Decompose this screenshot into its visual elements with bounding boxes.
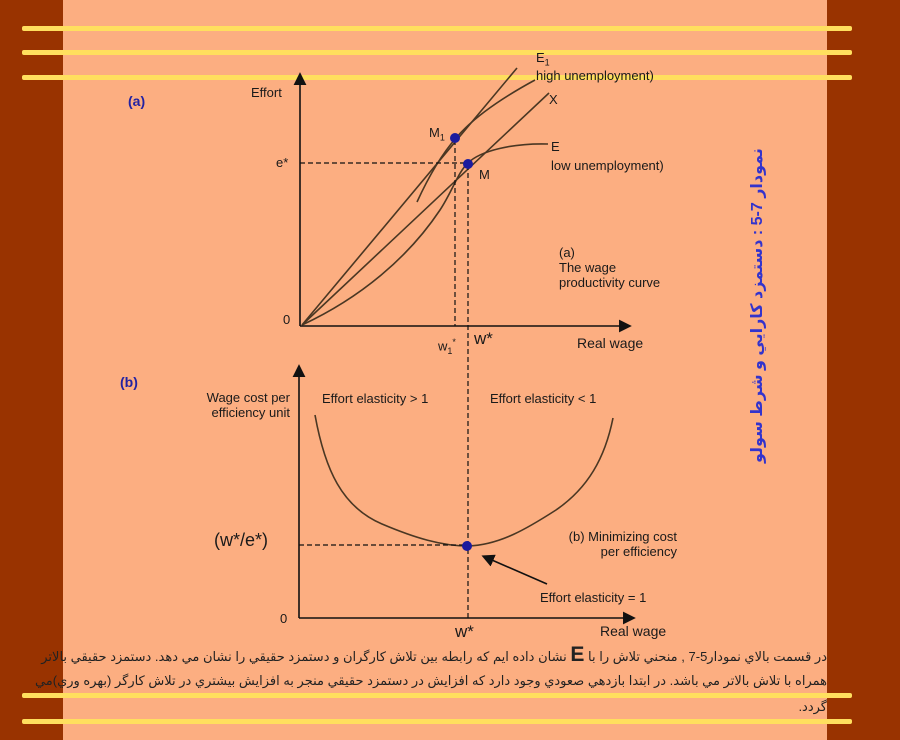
effort-curve-symbol: E bbox=[570, 643, 585, 666]
point-m1-label: $M_1$ bbox=[429, 125, 445, 143]
panel-b-origin: 0 bbox=[280, 611, 288, 626]
point-m-label: M bbox=[479, 167, 490, 182]
panel-a-tag: (a) bbox=[128, 93, 146, 109]
panel-b-caption: (b) Minimizing cost per efficiency bbox=[568, 529, 677, 559]
panel-a-x-axis-label: Real wage bbox=[577, 335, 644, 351]
curve-e-low-unemployment bbox=[302, 144, 548, 325]
point-minimum-cost bbox=[462, 541, 472, 551]
panel-a-caption: (a) The wage productivity curve bbox=[559, 245, 661, 290]
panel-a-w-star-tick-label: w* bbox=[474, 329, 493, 348]
figure-title-vertical: نمودار 7-5 : دستمزد كارايي و شرط سولو bbox=[749, 148, 766, 463]
w1-star-tick-label: $w_1^*$ bbox=[438, 337, 456, 356]
point-m bbox=[463, 159, 473, 169]
curve-e1-description: high unemployment) bbox=[536, 68, 654, 83]
curve-e1-label: $E_1$ bbox=[536, 50, 550, 68]
elasticity-eq-1-label: Effort elasticity = 1 bbox=[540, 590, 647, 605]
caption-paragraph-line-3: گردد. bbox=[798, 699, 827, 714]
panel-a-y-axis-label: Effort bbox=[251, 85, 282, 100]
caption-paragraph-line-2: همراه با تلاش بالاتر مي باشد. در ابتدا بازدهي صعودي وجود دارد كه افزايش در دستمزد حقيقي منجر به افزايش بيشتري در تلاش كارگر (بهره وري)مي bbox=[34, 673, 827, 688]
point-m1 bbox=[450, 133, 460, 143]
e-star-label: e* bbox=[276, 155, 289, 170]
panel-a-origin: 0 bbox=[283, 312, 291, 327]
ray-x-label: X bbox=[549, 92, 558, 107]
panel-b-w-star-tick-label: w* bbox=[455, 622, 474, 641]
curve-e-description: low unemployment) bbox=[551, 158, 664, 173]
panel-b-x-axis-label: Real wage bbox=[600, 623, 667, 639]
elasticity-lt-1-label: Effort elasticity < 1 bbox=[490, 391, 597, 406]
panel-b-tag: (b) bbox=[120, 374, 138, 390]
tangent-ray-m1 bbox=[302, 68, 517, 325]
panel-b-y-axis-label: Wage cost per efficiency unit bbox=[206, 390, 290, 420]
minimum-pointer-arrow bbox=[485, 557, 547, 584]
tangent-ray-x bbox=[302, 93, 549, 325]
min-cost-value-label: (w*/e*) bbox=[214, 530, 269, 550]
wage-cost-u-curve bbox=[315, 415, 613, 546]
curve-e-label: E bbox=[551, 139, 560, 154]
elasticity-gt-1-label: Effort elasticity > 1 bbox=[322, 391, 429, 406]
caption-paragraph-line-1: در قسمت بالاي نمودار5-7 , منحني تلاش را با E نشان داده ايم كه رابطه بين تلاش كارگران و دستمزد حقيقي را نشان مي دهد. دستمزد حقيقي بالاتر bbox=[41, 643, 827, 666]
